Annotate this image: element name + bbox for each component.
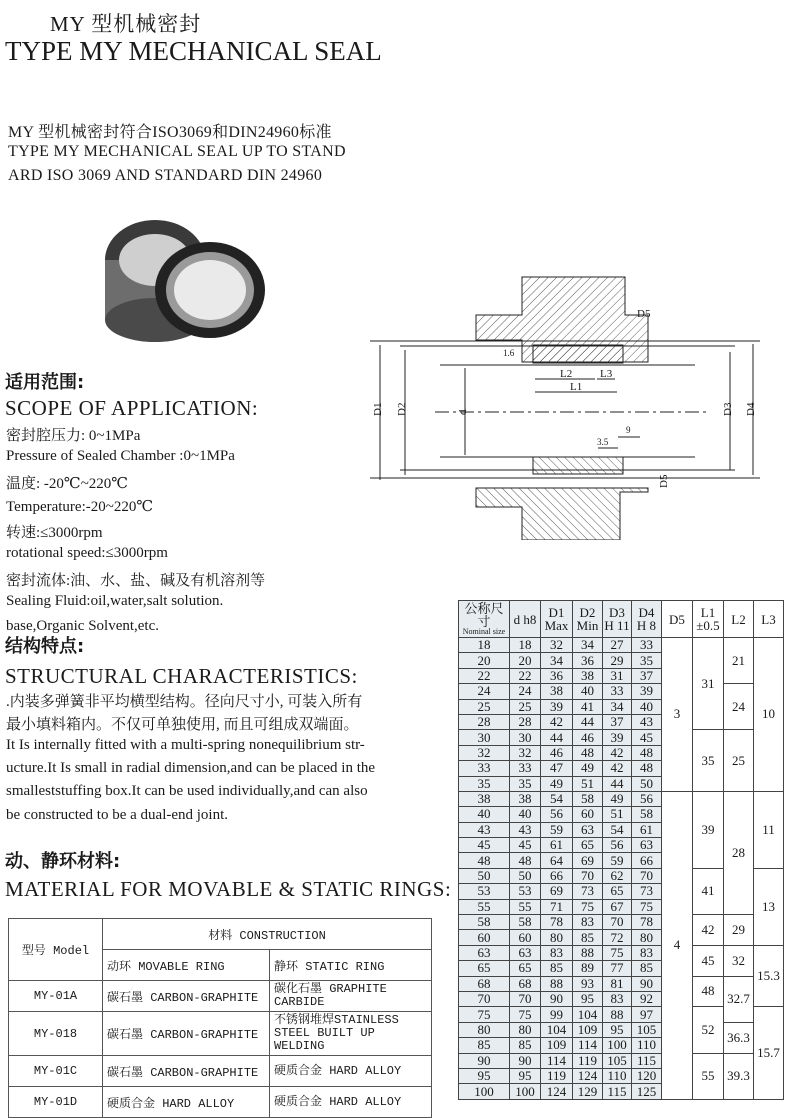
cell-D1: 59 — [541, 822, 573, 837]
label-roughness: 1.6 — [503, 348, 515, 358]
cell-D1: 109 — [541, 1038, 573, 1053]
cell-L1: 41 — [693, 868, 724, 914]
cell-D3: 34 — [603, 699, 632, 714]
cell-D1: 47 — [541, 761, 573, 776]
static-ring-cell: 硬质合金 HARD ALLOY — [270, 1087, 432, 1118]
cell-L1: 45 — [693, 945, 724, 976]
cell-nominal: 18 — [459, 638, 510, 653]
cell-D1: 49 — [541, 776, 573, 791]
cell-D4: 61 — [632, 822, 662, 837]
cell-D4: 73 — [632, 884, 662, 899]
title-en: TYPE MY MECHANICAL SEAL — [5, 36, 382, 66]
seal-photo — [100, 205, 270, 350]
cell-D3: 105 — [603, 1053, 632, 1068]
cell-nominal: 90 — [459, 1053, 510, 1068]
cell-D4: 35 — [632, 653, 662, 668]
cell-D3: 29 — [603, 653, 632, 668]
movable-ring-cell: 碳石墨 CARBON-GRAPHITE — [103, 1056, 270, 1087]
cell-D3: 42 — [603, 761, 632, 776]
cell-nominal: 50 — [459, 868, 510, 883]
cell-D1: 124 — [541, 1084, 573, 1099]
header-L2: L2 — [724, 601, 754, 638]
cell-nominal: 38 — [459, 791, 510, 806]
intro-line: ARD ISO 3069 AND STANDARD DIN 24960 — [8, 167, 323, 184]
cell-D2: 73 — [573, 884, 603, 899]
cell-nominal: 63 — [459, 945, 510, 960]
cell-D2: 85 — [573, 930, 603, 945]
cell-dh8: 55 — [510, 899, 541, 914]
cell-D3: 81 — [603, 976, 632, 991]
cell-D1: 39 — [541, 699, 573, 714]
cell-D2: 65 — [573, 838, 603, 853]
cell-nominal: 30 — [459, 730, 510, 745]
cell-D4: 63 — [632, 838, 662, 853]
cell-L1: 35 — [693, 730, 724, 792]
cell-D4: 83 — [632, 945, 662, 960]
cell-D3: 72 — [603, 930, 632, 945]
dimension-row — [459, 1053, 784, 1068]
static-ring-cell: 碳化石墨 GRAPHITE CARBIDE — [270, 981, 432, 1012]
dimension-table — [458, 600, 784, 1100]
cell-D4: 48 — [632, 761, 662, 776]
cell-dh8: 85 — [510, 1038, 541, 1053]
cell-nominal: 45 — [459, 838, 510, 853]
material-row — [9, 1012, 432, 1056]
cell-nominal: 20 — [459, 653, 510, 668]
cell-D3: 37 — [603, 714, 632, 729]
cell-D4: 40 — [632, 699, 662, 714]
label-3-5: 3.5 — [597, 437, 609, 447]
intro-line: TYPE MY MECHANICAL SEAL UP TO STAND — [8, 143, 346, 160]
cell-nominal: 53 — [459, 884, 510, 899]
header-D3: D3 H 11 — [603, 601, 632, 638]
cell-L2: 39.3 — [724, 1053, 754, 1099]
cell-dh8: 60 — [510, 930, 541, 945]
static-ring-header: 静环 STATIC RING — [270, 950, 432, 981]
cell-D1: 54 — [541, 791, 573, 806]
scope-line: Temperature:-20~220℃ — [6, 498, 154, 515]
cell-D1: 99 — [541, 1007, 573, 1022]
cell-D2: 129 — [573, 1084, 603, 1099]
cell-D1: 36 — [541, 668, 573, 683]
cell-D2: 49 — [573, 761, 603, 776]
cell-D2: 34 — [573, 638, 603, 653]
label-L2: L2 — [560, 368, 573, 380]
cell-L2: 29 — [724, 915, 754, 946]
cell-L3: 15.7 — [754, 1007, 784, 1099]
cell-nominal: 32 — [459, 745, 510, 760]
label-D2: D2 — [396, 402, 408, 416]
cell-D4: 37 — [632, 668, 662, 683]
material-row — [9, 1087, 432, 1118]
cell-nominal: 65 — [459, 961, 510, 976]
cell-dh8: 68 — [510, 976, 541, 991]
cell-dh8: 70 — [510, 991, 541, 1006]
cell-D2: 44 — [573, 714, 603, 729]
model-cell: MY-01D — [9, 1087, 103, 1118]
title-cn: MY 型机械密封 — [50, 12, 202, 36]
cell-D1: 61 — [541, 838, 573, 853]
cell-dh8: 30 — [510, 730, 541, 745]
cell-dh8: 50 — [510, 868, 541, 883]
cell-D2: 40 — [573, 684, 603, 699]
cell-D1: 38 — [541, 684, 573, 699]
dimension-row — [459, 915, 784, 930]
cell-L1: 42 — [693, 915, 724, 946]
cell-dh8: 80 — [510, 1022, 541, 1037]
cell-D3: 70 — [603, 915, 632, 930]
cell-D3: 42 — [603, 745, 632, 760]
cell-D3: 56 — [603, 838, 632, 853]
cell-D4: 45 — [632, 730, 662, 745]
cell-nominal: 60 — [459, 930, 510, 945]
cell-L1: 52 — [693, 1007, 724, 1053]
cell-D1: 69 — [541, 884, 573, 899]
cell-nominal: 85 — [459, 1038, 510, 1053]
cell-D3: 110 — [603, 1068, 632, 1083]
model-cell: MY-01C — [9, 1056, 103, 1087]
cell-dh8: 95 — [510, 1068, 541, 1083]
cell-D2: 109 — [573, 1022, 603, 1037]
cell-D2: 38 — [573, 668, 603, 683]
scope-line: base,Organic Solvent,etc. — [6, 617, 160, 634]
cell-nominal: 48 — [459, 853, 510, 868]
cell-dh8: 33 — [510, 761, 541, 776]
cell-dh8: 24 — [510, 684, 541, 699]
cell-L2: 25 — [724, 730, 754, 792]
header-D5: D5 — [662, 601, 693, 638]
cell-D3: 115 — [603, 1084, 632, 1099]
cell-L3: 15.3 — [754, 945, 784, 1007]
cell-D5: 3 — [662, 638, 693, 792]
cell-L2: 24 — [724, 684, 754, 730]
cell-D1: 56 — [541, 807, 573, 822]
construction-header: 材料 CONSTRUCTION — [103, 919, 432, 950]
cell-D3: 39 — [603, 730, 632, 745]
cell-dh8: 58 — [510, 915, 541, 930]
cell-nominal: 70 — [459, 991, 510, 1006]
cell-D4: 70 — [632, 868, 662, 883]
cell-D3: 100 — [603, 1038, 632, 1053]
cell-D4: 105 — [632, 1022, 662, 1037]
cell-nominal: 28 — [459, 714, 510, 729]
cell-D4: 97 — [632, 1007, 662, 1022]
cell-D4: 50 — [632, 776, 662, 791]
label-D1: D1 — [372, 402, 384, 416]
cell-D1: 90 — [541, 991, 573, 1006]
static-ring-cell: 不锈钢堆焊STAINLESS STEEL BUILT UP WELDING — [270, 1012, 432, 1056]
cell-L3: 10 — [754, 638, 784, 792]
header-dh8: d h8 — [510, 601, 541, 638]
cell-D4: 110 — [632, 1038, 662, 1053]
cell-D4: 120 — [632, 1068, 662, 1083]
cell-D2: 70 — [573, 868, 603, 883]
cell-dh8: 90 — [510, 1053, 541, 1068]
dimension-row — [459, 730, 784, 745]
cell-D1: 66 — [541, 868, 573, 883]
movable-ring-cell: 碳石墨 CARBON-GRAPHITE — [103, 981, 270, 1012]
cell-L2: 32.7 — [724, 976, 754, 1022]
cell-D1: 46 — [541, 745, 573, 760]
header-L3: L3 — [754, 601, 784, 638]
cell-L1: 48 — [693, 976, 724, 1007]
cell-nominal: 25 — [459, 699, 510, 714]
material-row — [9, 1056, 432, 1087]
structure-line: smalleststuffing box.It can be used individually,and can also — [6, 783, 368, 800]
label-D3: D3 — [722, 402, 734, 416]
cell-D2: 89 — [573, 961, 603, 976]
cell-dh8: 48 — [510, 853, 541, 868]
cell-D3: 49 — [603, 791, 632, 806]
header-L1: L1 ±0.5 — [693, 601, 724, 638]
dimension-row — [459, 1022, 784, 1037]
cell-nominal: 24 — [459, 684, 510, 699]
dimension-row — [459, 791, 784, 806]
movable-ring-cell: 碳石墨 CARBON-GRAPHITE — [103, 1012, 270, 1056]
cell-D2: 75 — [573, 899, 603, 914]
cell-dh8: 18 — [510, 638, 541, 653]
material-row — [9, 981, 432, 1012]
cell-D3: 33 — [603, 684, 632, 699]
cell-D2: 63 — [573, 822, 603, 837]
cell-D1: 83 — [541, 945, 573, 960]
scope-heading-en: SCOPE OF APPLICATION: — [5, 396, 259, 420]
static-ring-cell: 硬质合金 HARD ALLOY — [270, 1056, 432, 1087]
cell-D2: 60 — [573, 807, 603, 822]
structure-line: 最小填料箱内。不仅可单独使用, 而且可组成双端面。 — [6, 717, 359, 734]
cell-D2: 95 — [573, 991, 603, 1006]
cell-D3: 54 — [603, 822, 632, 837]
label-d: d — [457, 409, 469, 415]
cell-D3: 65 — [603, 884, 632, 899]
cell-D3: 51 — [603, 807, 632, 822]
dimension-row — [459, 684, 784, 699]
cell-D2: 124 — [573, 1068, 603, 1083]
cell-dh8: 22 — [510, 668, 541, 683]
structure-line: .内装多弹簧非平均横型结构。径向尺寸小, 可装入所有 — [6, 694, 363, 710]
cell-D2: 58 — [573, 791, 603, 806]
cell-nominal: 22 — [459, 668, 510, 683]
cell-D2: 119 — [573, 1053, 603, 1068]
structure-line: ucture.It Is small in radial dimension,and can be placed in the — [6, 759, 376, 776]
movable-ring-header: 动环 MOVABLE RING — [103, 950, 270, 981]
label-D4: D4 — [745, 402, 757, 416]
cell-D4: 39 — [632, 684, 662, 699]
cell-D2: 104 — [573, 1007, 603, 1022]
cell-nominal: 33 — [459, 761, 510, 776]
model-cell: MY-01A — [9, 981, 103, 1012]
cell-dh8: 35 — [510, 776, 541, 791]
cell-D2: 83 — [573, 915, 603, 930]
dimension-row — [459, 638, 784, 653]
cell-D2: 69 — [573, 853, 603, 868]
cell-dh8: 65 — [510, 961, 541, 976]
header-D1: D1 Max — [541, 601, 573, 638]
cell-dh8: 100 — [510, 1084, 541, 1099]
cell-nominal: 55 — [459, 899, 510, 914]
cell-D1: 88 — [541, 976, 573, 991]
header-nominal-size: 公称尺寸 Nominal size — [459, 601, 510, 638]
cell-D4: 85 — [632, 961, 662, 976]
cell-D2: 88 — [573, 945, 603, 960]
label-D5-bottom: D5 — [658, 474, 670, 488]
cell-D1: 80 — [541, 930, 573, 945]
dimension-row — [459, 976, 784, 991]
cell-D3: 27 — [603, 638, 632, 653]
cell-D4: 75 — [632, 899, 662, 914]
cell-nominal: 75 — [459, 1007, 510, 1022]
cell-D1: 85 — [541, 961, 573, 976]
cell-L2: 36.3 — [724, 1022, 754, 1053]
cell-D3: 31 — [603, 668, 632, 683]
cell-D4: 56 — [632, 791, 662, 806]
cell-D4: 33 — [632, 638, 662, 653]
cell-D5: 4 — [662, 791, 693, 1099]
cell-D4: 125 — [632, 1084, 662, 1099]
cell-D4: 58 — [632, 807, 662, 822]
cell-D2: 48 — [573, 745, 603, 760]
cell-D1: 64 — [541, 853, 573, 868]
cell-D1: 78 — [541, 915, 573, 930]
cell-D1: 119 — [541, 1068, 573, 1083]
model-cell: MY-018 — [9, 1012, 103, 1056]
cell-nominal: 80 — [459, 1022, 510, 1037]
scope-line: Sealing Fluid:oil,water,salt solution. — [6, 593, 224, 610]
cell-dh8: 45 — [510, 838, 541, 853]
cell-D3: 44 — [603, 776, 632, 791]
material-heading-en: MATERIAL FOR MOVABLE & STATIC RINGS: — [5, 877, 452, 901]
dimension-row — [459, 945, 784, 960]
cell-L1: 39 — [693, 791, 724, 868]
cell-D1: 114 — [541, 1053, 573, 1068]
header-D2: D2 Min — [573, 601, 603, 638]
cell-D3: 83 — [603, 991, 632, 1006]
scope-line: Pressure of Sealed Chamber :0~1MPa — [6, 448, 235, 465]
cell-nominal: 40 — [459, 807, 510, 822]
cell-dh8: 32 — [510, 745, 541, 760]
scope-heading-cn: 适用范围: — [5, 372, 85, 393]
cell-L2: 28 — [724, 791, 754, 914]
cell-nominal: 35 — [459, 776, 510, 791]
model-header: 型号 Model — [9, 919, 103, 981]
cell-dh8: 20 — [510, 653, 541, 668]
cell-D1: 42 — [541, 714, 573, 729]
cell-L1: 31 — [693, 638, 724, 730]
cell-nominal: 95 — [459, 1068, 510, 1083]
cell-D3: 75 — [603, 945, 632, 960]
cell-D4: 43 — [632, 714, 662, 729]
label-L1: L1 — [570, 381, 583, 393]
cell-dh8: 40 — [510, 807, 541, 822]
seal-cross-section-diagram — [360, 270, 780, 540]
structure-heading-en: STRUCTURAL CHARACTERISTICS: — [5, 664, 358, 688]
cell-dh8: 53 — [510, 884, 541, 899]
cell-nominal: 100 — [459, 1084, 510, 1099]
cell-D2: 46 — [573, 730, 603, 745]
scope-line: 温度: -20℃~220℃ — [6, 476, 129, 493]
cell-L3: 11 — [754, 791, 784, 868]
cell-D2: 114 — [573, 1038, 603, 1053]
scope-line: 密封腔压力: 0~1MPa — [6, 428, 141, 444]
scope-line: 密封流体:油、水、盐、碱及有机溶剂等 — [6, 573, 266, 590]
cell-D3: 95 — [603, 1022, 632, 1037]
structure-line: be constructed to be a dual-end joint. — [6, 806, 229, 823]
cell-L2: 32 — [724, 945, 754, 976]
cell-D1: 44 — [541, 730, 573, 745]
label-D5-top: D5 — [637, 308, 651, 320]
material-table — [8, 918, 432, 1118]
structure-line: It Is internally fitted with a multi-spring nonequilibrium str- — [6, 736, 365, 753]
scope-line: 转速:≤3000rpm — [6, 524, 103, 541]
cell-dh8: 75 — [510, 1007, 541, 1022]
cell-nominal: 68 — [459, 976, 510, 991]
cell-D2: 41 — [573, 699, 603, 714]
cell-D3: 62 — [603, 868, 632, 883]
intro-line: MY 型机械密封符合ISO3069和DIN24960标准 — [8, 124, 332, 141]
cell-D1: 71 — [541, 899, 573, 914]
cell-L1: 55 — [693, 1053, 724, 1099]
cell-dh8: 28 — [510, 714, 541, 729]
structure-heading-cn: 结构特点: — [5, 636, 85, 657]
label-L3: L3 — [600, 368, 613, 380]
cell-D3: 77 — [603, 961, 632, 976]
cell-D4: 80 — [632, 930, 662, 945]
cell-nominal: 43 — [459, 822, 510, 837]
cell-D4: 66 — [632, 853, 662, 868]
cell-D2: 93 — [573, 976, 603, 991]
cell-D2: 36 — [573, 653, 603, 668]
cell-nominal: 58 — [459, 915, 510, 930]
cell-D4: 48 — [632, 745, 662, 760]
cell-dh8: 25 — [510, 699, 541, 714]
movable-ring-cell: 硬质合金 HARD ALLOY — [103, 1087, 270, 1118]
cell-D4: 90 — [632, 976, 662, 991]
cell-L2: 21 — [724, 638, 754, 684]
label-9: 9 — [626, 425, 631, 435]
cell-D4: 78 — [632, 915, 662, 930]
cell-D3: 88 — [603, 1007, 632, 1022]
cell-D1: 32 — [541, 638, 573, 653]
material-heading-cn: 动、静环材料: — [5, 851, 121, 872]
cell-dh8: 38 — [510, 791, 541, 806]
cell-D3: 67 — [603, 899, 632, 914]
cell-L3: 13 — [754, 868, 784, 945]
cell-dh8: 43 — [510, 822, 541, 837]
cell-D2: 51 — [573, 776, 603, 791]
cell-D1: 34 — [541, 653, 573, 668]
scope-line: rotational speed:≤3000rpm — [6, 545, 168, 561]
cell-D4: 115 — [632, 1053, 662, 1068]
cell-D4: 92 — [632, 991, 662, 1006]
cell-D3: 59 — [603, 853, 632, 868]
cell-dh8: 63 — [510, 945, 541, 960]
cell-D1: 104 — [541, 1022, 573, 1037]
header-D4: D4 H 8 — [632, 601, 662, 638]
